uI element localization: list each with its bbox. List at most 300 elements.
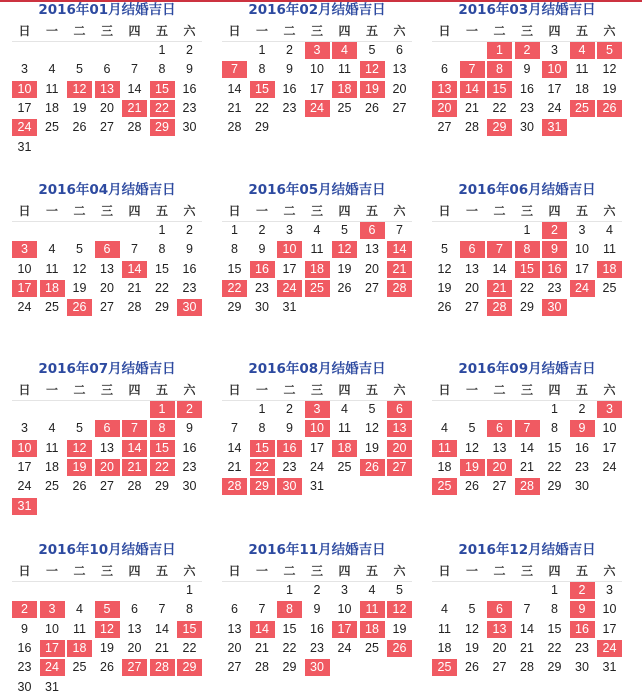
auspicious-day[interactable]: 20 [487, 459, 512, 476]
calendar-day[interactable]: 20 [492, 640, 507, 655]
auspicious-day[interactable]: 11 [432, 440, 457, 457]
calendar-day[interactable]: 21 [127, 280, 142, 295]
auspicious-day[interactable]: 28 [387, 280, 412, 297]
auspicious-day[interactable]: 16 [542, 261, 567, 278]
auspicious-day[interactable]: 14 [122, 261, 147, 278]
calendar-day[interactable]: 26 [72, 479, 87, 494]
auspicious-day[interactable]: 7 [487, 241, 512, 258]
auspicious-day[interactable]: 31 [12, 498, 37, 515]
calendar-day[interactable]: 5 [396, 583, 403, 597]
auspicious-day[interactable]: 11 [360, 601, 385, 618]
calendar-day[interactable]: 20 [100, 280, 114, 295]
auspicious-day[interactable]: 29 [177, 659, 202, 676]
calendar-day[interactable]: 20 [392, 81, 407, 96]
calendar-day[interactable]: 19 [437, 280, 452, 295]
calendar-day[interactable]: 10 [17, 261, 32, 276]
calendar-day[interactable]: 12 [602, 62, 617, 77]
auspicious-day[interactable]: 6 [387, 401, 412, 418]
calendar-day[interactable]: 15 [547, 440, 562, 455]
calendar-day[interactable]: 2 [258, 223, 266, 237]
calendar-day[interactable]: 29 [255, 120, 269, 135]
calendar-day[interactable]: 4 [341, 402, 348, 416]
calendar-day[interactable]: 26 [72, 120, 87, 135]
calendar-day[interactable]: 6 [131, 602, 138, 617]
calendar-day[interactable]: 23 [547, 280, 562, 295]
auspicious-day[interactable]: 4 [332, 42, 357, 59]
calendar-day[interactable]: 21 [155, 640, 169, 655]
calendar-day[interactable]: 5 [368, 402, 376, 416]
auspicious-day[interactable]: 19 [67, 459, 92, 476]
auspicious-day[interactable]: 20 [387, 440, 412, 457]
calendar-day[interactable]: 26 [437, 300, 452, 315]
auspicious-day[interactable]: 28 [150, 659, 175, 676]
auspicious-day[interactable]: 26 [67, 299, 92, 316]
auspicious-day[interactable]: 18 [332, 81, 357, 98]
calendar-day[interactable]: 24 [602, 459, 617, 474]
calendar-day[interactable]: 25 [45, 120, 59, 135]
auspicious-day[interactable]: 18 [332, 440, 357, 457]
auspicious-day[interactable]: 1 [487, 42, 512, 59]
calendar-day[interactable]: 7 [131, 242, 138, 257]
auspicious-day[interactable]: 12 [332, 241, 357, 258]
calendar-day[interactable]: 6 [231, 602, 238, 617]
calendar-day[interactable]: 1 [258, 43, 266, 57]
auspicious-day[interactable]: 15 [150, 81, 175, 98]
auspicious-day[interactable]: 26 [387, 640, 412, 657]
calendar-day[interactable]: 13 [100, 440, 114, 455]
auspicious-day[interactable]: 6 [95, 420, 120, 437]
auspicious-day[interactable]: 18 [40, 280, 65, 297]
calendar-day[interactable]: 29 [155, 479, 169, 494]
auspicious-day[interactable]: 10 [277, 241, 302, 258]
auspicious-day[interactable]: 28 [515, 478, 540, 495]
auspicious-day[interactable]: 18 [67, 640, 92, 657]
auspicious-day[interactable]: 6 [487, 601, 512, 618]
auspicious-day[interactable]: 12 [360, 61, 385, 78]
calendar-day[interactable]: 21 [520, 640, 534, 655]
calendar-day[interactable]: 13 [365, 242, 379, 257]
calendar-day[interactable]: 23 [282, 459, 297, 474]
auspicious-day[interactable]: 12 [67, 81, 92, 98]
calendar-day[interactable]: 14 [155, 621, 169, 636]
calendar-day[interactable]: 25 [45, 300, 59, 315]
calendar-day[interactable]: 11 [438, 621, 451, 636]
calendar-day[interactable]: 4 [368, 583, 376, 597]
auspicious-day[interactable]: 18 [597, 261, 622, 278]
calendar-day[interactable]: 28 [227, 120, 242, 135]
calendar-day[interactable]: 15 [227, 261, 242, 276]
auspicious-day[interactable]: 3 [40, 601, 65, 618]
calendar-day[interactable]: 16 [520, 81, 534, 96]
calendar-day[interactable]: 5 [441, 242, 448, 257]
calendar-day[interactable]: 26 [465, 660, 479, 675]
calendar-day[interactable]: 27 [492, 479, 507, 494]
calendar-day[interactable]: 30 [255, 300, 269, 315]
auspicious-day[interactable]: 18 [360, 621, 385, 638]
calendar-day[interactable]: 23 [17, 660, 32, 675]
auspicious-day[interactable]: 16 [570, 621, 595, 638]
auspicious-day[interactable]: 17 [40, 640, 65, 657]
auspicious-day[interactable]: 15 [515, 261, 540, 278]
calendar-day[interactable]: 11 [45, 81, 59, 96]
calendar-day[interactable]: 29 [520, 300, 534, 315]
auspicious-day[interactable]: 25 [570, 100, 595, 117]
calendar-day[interactable]: 12 [465, 440, 479, 455]
calendar-day[interactable]: 29 [155, 300, 169, 315]
auspicious-day[interactable]: 3 [305, 42, 330, 59]
auspicious-day[interactable]: 21 [387, 261, 412, 278]
calendar-day[interactable]: 20 [465, 280, 479, 295]
calendar-day[interactable]: 27 [227, 660, 242, 675]
auspicious-day[interactable]: 7 [460, 61, 485, 78]
calendar-day[interactable]: 1 [158, 223, 166, 237]
calendar-day[interactable]: 9 [186, 62, 193, 77]
calendar-day[interactable]: 7 [258, 602, 266, 617]
calendar-day[interactable]: 27 [365, 280, 379, 295]
calendar-day[interactable]: 29 [547, 660, 562, 675]
calendar-day[interactable]: 21 [465, 100, 479, 115]
auspicious-day[interactable]: 15 [487, 81, 512, 98]
auspicious-day[interactable]: 2 [12, 601, 37, 618]
auspicious-day[interactable]: 8 [487, 61, 512, 78]
auspicious-day[interactable]: 15 [250, 440, 275, 457]
calendar-day[interactable]: 17 [602, 621, 617, 636]
calendar-day[interactable]: 16 [17, 640, 32, 655]
calendar-day[interactable]: 25 [602, 280, 617, 295]
calendar-day[interactable]: 14 [520, 440, 534, 455]
auspicious-day[interactable]: 26 [597, 100, 622, 117]
auspicious-day[interactable]: 20 [432, 100, 457, 117]
calendar-day[interactable]: 26 [365, 100, 379, 115]
calendar-day[interactable]: 17 [17, 100, 32, 115]
calendar-day[interactable]: 17 [310, 440, 324, 455]
calendar-day[interactable]: 12 [437, 261, 452, 276]
auspicious-day[interactable]: 5 [95, 601, 120, 618]
calendar-day[interactable]: 22 [282, 640, 297, 655]
calendar-day[interactable]: 17 [575, 261, 589, 276]
auspicious-day[interactable]: 10 [12, 440, 37, 457]
calendar-day[interactable]: 3 [578, 223, 586, 237]
calendar-day[interactable]: 26 [337, 280, 352, 295]
calendar-day[interactable]: 15 [155, 261, 169, 276]
calendar-day[interactable]: 1 [158, 43, 166, 57]
auspicious-day[interactable]: 10 [305, 420, 330, 437]
calendar-day[interactable]: 8 [231, 242, 238, 257]
calendar-day[interactable]: 4 [313, 223, 321, 237]
calendar-day[interactable]: 5 [76, 421, 83, 436]
calendar-day[interactable]: 5 [76, 242, 83, 257]
calendar-day[interactable]: 20 [227, 640, 242, 655]
calendar-day[interactable]: 13 [465, 261, 479, 276]
calendar-day[interactable]: 18 [45, 459, 59, 474]
auspicious-day[interactable]: 22 [222, 280, 247, 297]
calendar-day[interactable]: 8 [551, 421, 558, 436]
calendar-day[interactable]: 7 [523, 602, 531, 617]
calendar-day[interactable]: 11 [603, 242, 616, 257]
auspicious-day[interactable]: 30 [305, 659, 330, 676]
calendar-day[interactable]: 21 [227, 100, 242, 115]
calendar-day[interactable]: 20 [127, 640, 142, 655]
calendar-day[interactable]: 17 [602, 440, 617, 455]
auspicious-day[interactable]: 2 [570, 582, 595, 599]
auspicious-day[interactable]: 7 [515, 420, 540, 437]
auspicious-day[interactable]: 2 [515, 42, 540, 59]
calendar-day[interactable]: 9 [286, 62, 293, 77]
calendar-day[interactable]: 5 [468, 421, 476, 436]
calendar-day[interactable]: 29 [227, 300, 242, 315]
calendar-day[interactable]: 8 [258, 62, 266, 77]
auspicious-day[interactable]: 5 [597, 42, 622, 59]
auspicious-day[interactable]: 27 [387, 459, 412, 476]
calendar-day[interactable]: 8 [551, 602, 558, 617]
auspicious-day[interactable]: 9 [542, 241, 567, 258]
auspicious-day[interactable]: 16 [277, 440, 302, 457]
calendar-day[interactable]: 8 [158, 242, 166, 257]
calendar-day[interactable]: 22 [155, 280, 169, 295]
auspicious-day[interactable]: 24 [277, 280, 302, 297]
auspicious-day[interactable]: 31 [542, 119, 567, 136]
calendar-day[interactable]: 24 [310, 459, 324, 474]
calendar-day[interactable]: 15 [547, 621, 562, 636]
calendar-day[interactable]: 14 [520, 621, 534, 636]
calendar-day[interactable]: 27 [100, 479, 114, 494]
calendar-day[interactable]: 18 [437, 640, 452, 655]
auspicious-day[interactable]: 8 [515, 241, 540, 258]
calendar-day[interactable]: 29 [282, 660, 297, 675]
calendar-day[interactable]: 24 [17, 300, 32, 315]
auspicious-day[interactable]: 12 [95, 621, 120, 638]
calendar-day[interactable]: 23 [282, 100, 297, 115]
auspicious-day[interactable]: 13 [487, 621, 512, 638]
auspicious-day[interactable]: 7 [122, 420, 147, 437]
calendar-day[interactable]: 23 [575, 459, 589, 474]
auspicious-day[interactable]: 13 [387, 420, 412, 437]
calendar-day[interactable]: 30 [575, 660, 589, 675]
calendar-day[interactable]: 28 [127, 300, 142, 315]
calendar-day[interactable]: 29 [547, 479, 562, 494]
calendar-day[interactable]: 24 [17, 479, 32, 494]
calendar-day[interactable]: 26 [100, 660, 114, 675]
calendar-day[interactable]: 14 [127, 81, 142, 96]
auspicious-day[interactable]: 25 [432, 478, 457, 495]
calendar-day[interactable]: 19 [392, 621, 407, 636]
auspicious-day[interactable]: 25 [432, 659, 457, 676]
calendar-day[interactable]: 5 [341, 223, 348, 237]
calendar-day[interactable]: 5 [368, 43, 376, 57]
calendar-day[interactable]: 30 [520, 120, 534, 135]
calendar-day[interactable]: 5 [76, 62, 83, 77]
auspicious-day[interactable]: 30 [542, 299, 567, 316]
calendar-day[interactable]: 8 [186, 602, 193, 617]
calendar-day[interactable]: 14 [492, 261, 507, 276]
calendar-day[interactable]: 4 [606, 223, 613, 237]
calendar-day[interactable]: 27 [392, 100, 407, 115]
calendar-day[interactable]: 3 [286, 223, 293, 237]
auspicious-day[interactable]: 29 [487, 119, 512, 136]
calendar-day[interactable]: 1 [231, 223, 238, 237]
calendar-day[interactable]: 25 [337, 459, 352, 474]
calendar-day[interactable]: 17 [17, 459, 32, 474]
calendar-day[interactable]: 22 [547, 640, 562, 655]
calendar-day[interactable]: 19 [72, 280, 87, 295]
auspicious-day[interactable]: 14 [250, 621, 275, 638]
auspicious-day[interactable]: 19 [460, 459, 485, 476]
calendar-day[interactable]: 17 [547, 81, 562, 96]
calendar-day[interactable]: 10 [310, 62, 324, 77]
auspicious-day[interactable]: 14 [460, 81, 485, 98]
calendar-day[interactable]: 16 [182, 81, 197, 96]
calendar-day[interactable]: 30 [575, 479, 589, 494]
auspicious-day[interactable]: 2 [177, 401, 202, 418]
calendar-day[interactable]: 19 [365, 440, 379, 455]
calendar-day[interactable]: 23 [575, 640, 589, 655]
calendar-day[interactable]: 10 [337, 602, 352, 617]
calendar-day[interactable]: 18 [575, 81, 589, 96]
auspicious-day[interactable]: 24 [597, 640, 622, 657]
calendar-day[interactable]: 10 [575, 242, 589, 257]
auspicious-day[interactable]: 6 [460, 241, 485, 258]
calendar-day[interactable]: 11 [338, 421, 351, 436]
auspicious-day[interactable]: 22 [150, 100, 175, 117]
calendar-day[interactable]: 16 [310, 621, 324, 636]
calendar-day[interactable]: 13 [392, 62, 407, 77]
calendar-day[interactable]: 16 [575, 440, 589, 455]
calendar-day[interactable]: 5 [468, 602, 476, 617]
calendar-day[interactable]: 21 [520, 459, 534, 474]
auspicious-day[interactable]: 10 [12, 81, 37, 98]
calendar-day[interactable]: 3 [21, 421, 28, 436]
auspicious-day[interactable]: 24 [305, 100, 330, 117]
calendar-day[interactable]: 16 [182, 261, 197, 276]
auspicious-day[interactable]: 3 [597, 401, 622, 418]
calendar-day[interactable]: 17 [310, 81, 324, 96]
calendar-day[interactable]: 10 [602, 421, 617, 436]
auspicious-day[interactable]: 9 [570, 420, 595, 437]
auspicious-day[interactable]: 2 [542, 222, 567, 239]
calendar-day[interactable]: 1 [258, 402, 266, 416]
auspicious-day[interactable]: 13 [432, 81, 457, 98]
calendar-day[interactable]: 28 [127, 479, 142, 494]
calendar-day[interactable]: 2 [313, 583, 321, 597]
calendar-day[interactable]: 21 [255, 640, 269, 655]
auspicious-day[interactable]: 24 [12, 119, 37, 136]
calendar-day[interactable]: 25 [72, 660, 87, 675]
auspicious-day[interactable]: 30 [177, 299, 202, 316]
auspicious-day[interactable]: 15 [250, 81, 275, 98]
calendar-day[interactable]: 31 [310, 479, 324, 494]
auspicious-day[interactable]: 8 [277, 601, 302, 618]
calendar-day[interactable]: 30 [182, 479, 197, 494]
calendar-day[interactable]: 20 [365, 261, 379, 276]
calendar-day[interactable]: 18 [45, 100, 59, 115]
calendar-day[interactable]: 22 [255, 100, 269, 115]
auspicious-day[interactable]: 19 [360, 81, 385, 98]
auspicious-day[interactable]: 24 [570, 280, 595, 297]
calendar-day[interactable]: 18 [437, 459, 452, 474]
calendar-day[interactable]: 4 [441, 602, 448, 617]
calendar-day[interactable]: 8 [258, 421, 266, 436]
calendar-day[interactable]: 2 [578, 402, 586, 416]
calendar-day[interactable]: 13 [100, 261, 114, 276]
calendar-day[interactable]: 11 [45, 440, 59, 455]
calendar-day[interactable]: 9 [523, 62, 531, 77]
auspicious-day[interactable]: 17 [12, 280, 37, 297]
auspicious-day[interactable]: 27 [122, 659, 147, 676]
auspicious-day[interactable]: 6 [360, 222, 385, 239]
calendar-day[interactable]: 22 [547, 459, 562, 474]
calendar-day[interactable]: 11 [310, 242, 324, 257]
calendar-day[interactable]: 7 [131, 62, 138, 77]
calendar-day[interactable]: 31 [45, 679, 59, 694]
auspicious-day[interactable]: 28 [487, 299, 512, 316]
calendar-day[interactable]: 4 [441, 421, 448, 436]
auspicious-day[interactable]: 21 [122, 459, 147, 476]
calendar-day[interactable]: 25 [45, 479, 59, 494]
calendar-day[interactable]: 24 [547, 100, 562, 115]
auspicious-day[interactable]: 14 [387, 241, 412, 258]
calendar-day[interactable]: 19 [337, 261, 352, 276]
calendar-day[interactable]: 12 [365, 421, 379, 436]
calendar-day[interactable]: 7 [396, 223, 403, 237]
calendar-day[interactable]: 8 [158, 62, 166, 77]
calendar-day[interactable]: 14 [227, 81, 242, 96]
calendar-day[interactable]: 19 [465, 640, 479, 655]
calendar-day[interactable]: 19 [72, 100, 87, 115]
calendar-day[interactable]: 4 [48, 62, 56, 77]
calendar-day[interactable]: 31 [602, 660, 617, 675]
calendar-day[interactable]: 21 [227, 459, 242, 474]
auspicious-day[interactable]: 17 [332, 621, 357, 638]
auspicious-day[interactable]: 14 [122, 440, 147, 457]
calendar-day[interactable]: 6 [396, 43, 403, 57]
calendar-day[interactable]: 25 [365, 640, 379, 655]
calendar-day[interactable]: 16 [282, 81, 297, 96]
auspicious-day[interactable]: 25 [305, 280, 330, 297]
calendar-day[interactable]: 9 [286, 421, 293, 436]
calendar-day[interactable]: 2 [286, 402, 293, 416]
calendar-day[interactable]: 22 [182, 640, 197, 655]
auspicious-day[interactable]: 13 [95, 81, 120, 98]
auspicious-day[interactable]: 28 [222, 478, 247, 495]
auspicious-day[interactable]: 6 [487, 420, 512, 437]
calendar-day[interactable]: 2 [286, 43, 293, 57]
calendar-day[interactable]: 3 [341, 583, 348, 597]
auspicious-day[interactable]: 30 [277, 478, 302, 495]
auspicious-day[interactable]: 18 [305, 261, 330, 278]
auspicious-day[interactable]: 12 [387, 601, 412, 618]
calendar-day[interactable]: 20 [100, 100, 114, 115]
calendar-day[interactable]: 27 [465, 300, 479, 315]
calendar-day[interactable]: 10 [602, 602, 617, 617]
calendar-day[interactable]: 31 [282, 300, 297, 315]
auspicious-day[interactable]: 22 [250, 459, 275, 476]
auspicious-day[interactable]: 21 [487, 280, 512, 297]
calendar-day[interactable]: 17 [282, 261, 297, 276]
calendar-day[interactable]: 12 [72, 261, 87, 276]
auspicious-day[interactable]: 3 [12, 241, 37, 258]
auspicious-day[interactable]: 7 [222, 61, 247, 78]
calendar-day[interactable]: 22 [520, 280, 534, 295]
calendar-day[interactable]: 28 [520, 660, 534, 675]
calendar-day[interactable]: 11 [338, 62, 351, 77]
calendar-day[interactable]: 19 [602, 81, 617, 96]
auspicious-day[interactable]: 26 [360, 459, 385, 476]
calendar-day[interactable]: 15 [282, 621, 297, 636]
calendar-day[interactable]: 1 [186, 583, 193, 597]
auspicious-day[interactable]: 6 [95, 241, 120, 258]
calendar-day[interactable]: 3 [551, 43, 558, 57]
calendar-day[interactable]: 4 [48, 242, 56, 257]
